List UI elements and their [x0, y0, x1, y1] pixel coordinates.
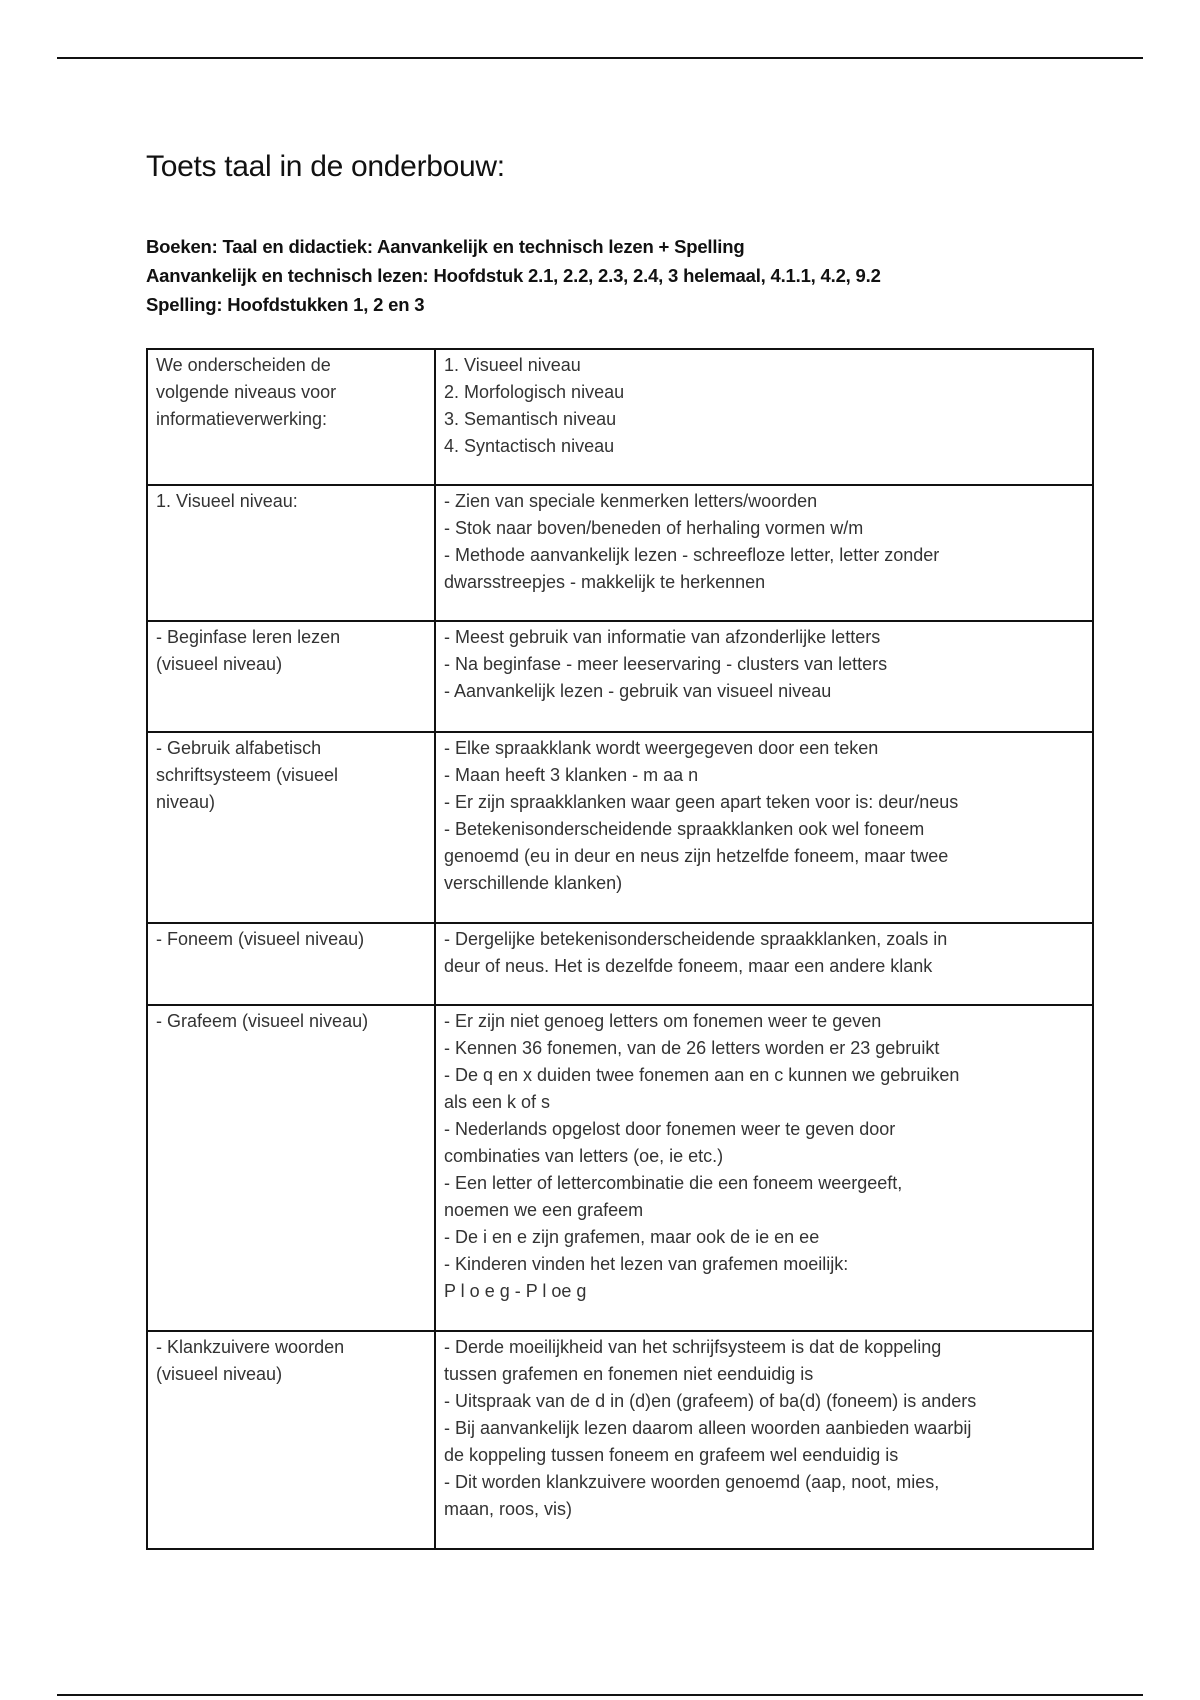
table-row: [147, 1331, 1093, 1549]
description-line: 1. Visueel niveau: [444, 355, 581, 375]
description-line: 3. Semantisch niveau: [444, 409, 617, 429]
description-line: - Elke spraakklank wordt weergegeven door een teken: [444, 738, 879, 758]
description-line: 2. Morfologisch niveau: [444, 382, 625, 402]
description-cell: [435, 1005, 1093, 1331]
description-line: - Bij aanvankelijk lezen daarom alleen woorden aanbieden waarbij: [444, 1418, 972, 1438]
description-line: - De q en x duiden twee fonemen aan en c kunnen we gebruiken: [444, 1065, 960, 1085]
description-line: - Kinderen vinden het lezen van grafemen moeilijk:: [444, 1254, 849, 1274]
term-line: - Foneem (visueel niveau): [156, 929, 365, 949]
term-cell: [147, 923, 435, 1005]
spelling-line: Spelling: Hoofdstukken 1, 2 en 3: [146, 294, 425, 315]
term-line: - Beginfase leren lezen: [156, 627, 341, 647]
description-line: - Een letter of lettercombinatie die een foneem weergeeft,: [444, 1173, 903, 1193]
description-line: P l o e g - P l oe g: [444, 1281, 587, 1301]
term-line: volgende niveaus voor: [156, 382, 337, 402]
description-line: - Aanvankelijk lezen - gebruik van visueel niveau: [444, 681, 832, 701]
description-line: - Betekenisonderscheidende spraakklanken ook wel foneem: [444, 819, 925, 839]
description-line: als een k of s: [444, 1092, 551, 1112]
description-line: - Dergelijke betekenisonderscheidende spraakklanken, zoals in: [444, 929, 948, 949]
page-title: Toets taal in de onderbouw:: [146, 150, 505, 183]
description-cell: [435, 485, 1093, 621]
header-rule: [57, 57, 1143, 59]
books-line: Boeken: Taal en didactiek: Aanvankelijk en technisch lezen + Spelling: [146, 236, 745, 257]
description-cell: [435, 1331, 1093, 1549]
term-cell: [147, 349, 435, 485]
description-line: - Er zijn niet genoeg letters om fonemen weer te geven: [444, 1011, 882, 1031]
term-line: - Gebruik alfabetisch: [156, 738, 322, 758]
description-cell: [435, 621, 1093, 732]
description-line: de koppeling tussen foneem en grafeem wel eenduidig is: [444, 1445, 899, 1465]
description-line: - Zien van speciale kenmerken letters/woorden: [444, 491, 818, 511]
term-cell: [147, 732, 435, 923]
description-line: 4. Syntactisch niveau: [444, 436, 615, 456]
notes-table: [146, 348, 1094, 1550]
description-cell: [435, 349, 1093, 485]
term-cell: [147, 1005, 435, 1331]
description-cell: [435, 732, 1093, 923]
table-row: [147, 923, 1093, 1005]
description-line: - Kennen 36 fonemen, van de 26 letters worden er 23 gebruikt: [444, 1038, 940, 1058]
description-line: maan, roos, vis): [444, 1499, 573, 1519]
term-line: informatieverwerking:: [156, 409, 328, 429]
description-line: verschillende klanken): [444, 873, 623, 893]
description-line: - Uitspraak van de d in (d)en (grafeem) of ba(d) (foneem) is anders: [444, 1391, 977, 1411]
description-line: deur of neus. Het is dezelfde foneem, maar een andere klank: [444, 956, 933, 976]
description-line: - Nederlands opgelost door fonemen weer te geven door: [444, 1119, 896, 1139]
book-references: [146, 232, 881, 319]
term-line: We onderscheiden de: [156, 355, 331, 375]
footer-rule: [57, 1694, 1143, 1696]
table-row: [147, 1005, 1093, 1331]
description-cell: [435, 923, 1093, 1005]
term-line: niveau): [156, 792, 216, 812]
term-line: 1. Visueel niveau:: [156, 491, 298, 511]
description-line: - De i en e zijn grafemen, maar ook de ie en ee: [444, 1227, 820, 1247]
description-line: - Er zijn spraakklanken waar geen apart teken voor is: deur/neus: [444, 792, 959, 812]
table-row: [147, 349, 1093, 485]
term-cell: [147, 621, 435, 732]
chapters-line: Aanvankelijk en technisch lezen: Hoofdstuk 2.1, 2.2, 2.3, 2.4, 3 helemaal, 4.1.1, 4.2, 9.2: [146, 265, 881, 286]
term-line: (visueel niveau): [156, 654, 283, 674]
description-line: - Na beginfase - meer leeservaring - clusters van letters: [444, 654, 888, 674]
term-line: - Grafeem (visueel niveau): [156, 1011, 369, 1031]
table-row: [147, 621, 1093, 732]
table-row: [147, 732, 1093, 923]
term-cell: [147, 485, 435, 621]
description-line: tussen grafemen en fonemen niet eenduidig is: [444, 1364, 814, 1384]
description-line: dwarsstreepjes - makkelijk te herkennen: [444, 572, 766, 592]
table-row: [147, 485, 1093, 621]
description-line: - Maan heeft 3 klanken - m aa n: [444, 765, 699, 785]
term-line: (visueel niveau): [156, 1364, 283, 1384]
term-line: schriftsysteem (visueel: [156, 765, 339, 785]
description-line: - Meest gebruik van informatie van afzonderlijke letters: [444, 627, 881, 647]
description-line: genoemd (eu in deur en neus zijn hetzelfde foneem, maar twee: [444, 846, 949, 866]
term-cell: [147, 1331, 435, 1549]
description-line: - Dit worden klankzuivere woorden genoemd (aap, noot, mies,: [444, 1472, 940, 1492]
description-line: noemen we een grafeem: [444, 1200, 644, 1220]
description-line: combinaties van letters (oe, ie etc.): [444, 1146, 724, 1166]
description-line: - Stok naar boven/beneden of herhaling vormen w/m: [444, 518, 864, 538]
description-line: - Methode aanvankelijk lezen - schreefloze letter, letter zonder: [444, 545, 940, 565]
description-line: - Derde moeilijkheid van het schrijfsysteem is dat de koppeling: [444, 1337, 942, 1357]
term-line: - Klankzuivere woorden: [156, 1337, 345, 1357]
